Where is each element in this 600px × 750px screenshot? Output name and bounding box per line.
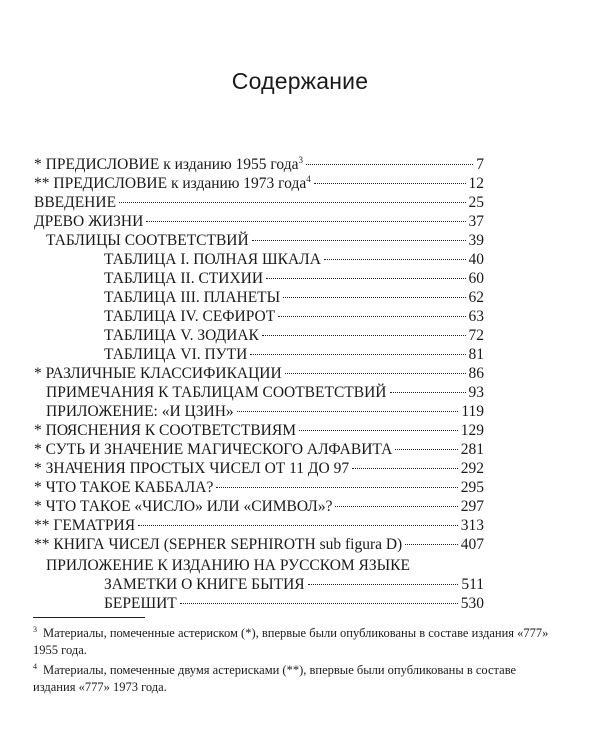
toc-entry-label: ВВЕДЕНИЕ bbox=[34, 194, 117, 211]
dot-leader bbox=[146, 221, 465, 222]
dot-leader bbox=[262, 335, 466, 336]
toc-entry bbox=[34, 174, 484, 194]
footnote-ref: 4 bbox=[306, 173, 311, 184]
toc-entry-label: ТАБЛИЦА I. ПОЛНАЯ ШКАЛА bbox=[104, 251, 321, 268]
dot-leader bbox=[395, 449, 457, 450]
toc-entry bbox=[34, 421, 484, 441]
dot-leader bbox=[324, 259, 466, 260]
toc-subentry bbox=[104, 307, 484, 327]
dot-leader bbox=[283, 297, 465, 298]
footnote-mark: 4 bbox=[33, 661, 37, 671]
toc-entry-label: ТАБЛИЦА IV. СЕФИРОТ bbox=[104, 308, 276, 325]
toc-entry-label: ТАБЛИЦА V. ЗОДИАК bbox=[104, 327, 259, 344]
toc-entry-page: 297 bbox=[460, 498, 484, 515]
toc-entry-label: ЗАМЕТКИ О КНИГЕ БЫТИЯ bbox=[104, 576, 305, 593]
toc-entry bbox=[34, 155, 484, 175]
toc-entry-page: 129 bbox=[460, 422, 484, 439]
toc-entry-page: 281 bbox=[460, 441, 484, 458]
dot-leader bbox=[308, 584, 459, 585]
toc-entry-page: 37 bbox=[468, 213, 484, 230]
toc-entry-label: * РАЗЛИЧНЫЕ КЛАССИФИКАЦИИ bbox=[34, 365, 282, 382]
toc-entry-page: 7 bbox=[476, 156, 484, 173]
dot-leader bbox=[352, 468, 458, 469]
toc-entry-page: 86 bbox=[468, 365, 484, 382]
toc-entry-label: ТАБЛИЦА II. СТИХИИ bbox=[104, 270, 264, 287]
toc-subentry bbox=[104, 250, 484, 270]
toc-entry-page: 39 bbox=[468, 232, 484, 249]
toc-entry-page: 63 bbox=[468, 308, 484, 325]
dot-leader bbox=[299, 430, 458, 431]
dot-leader bbox=[314, 183, 466, 184]
toc-entry-label: ПРИЛОЖЕНИЕ: «И ЦЗИН» bbox=[46, 403, 234, 420]
toc-entry-label: ** ПРЕДИСЛОВИЕ к изданию 1973 года$^4$ bbox=[34, 173, 311, 192]
toc-subentry bbox=[104, 269, 484, 289]
footnote-text: Материалы, помеченные астериском (*), впервые были опубликованы в составе издания «777» 1955 года. bbox=[33, 626, 549, 657]
footnote-text: Материалы, помеченные двумя астерисками (**), впервые были опубликованы в составе издания «777» 1973 года. bbox=[33, 663, 517, 694]
toc-entry-label: ТАБЛИЦА VI. ПУТИ bbox=[104, 346, 248, 363]
toc-entry-page: 119 bbox=[461, 403, 484, 420]
page-title: Содержание bbox=[231, 68, 369, 94]
dot-leader bbox=[138, 525, 458, 526]
footnote-ref: 3 bbox=[298, 154, 303, 165]
dot-leader bbox=[390, 392, 466, 393]
toc-entry bbox=[34, 478, 484, 498]
toc-entry-label: ДРЕВО ЖИЗНИ bbox=[34, 213, 144, 230]
dot-leader bbox=[306, 164, 473, 165]
toc-entry-label: ** ГЕМАТРИЯ bbox=[34, 517, 136, 534]
toc-entry-page: 295 bbox=[460, 479, 484, 496]
footnote bbox=[33, 625, 553, 659]
toc-entry-label: ТАБЛИЦА III. ПЛАНЕТЫ bbox=[104, 289, 281, 306]
footnote-mark: 3 bbox=[33, 624, 37, 634]
toc-entry-page: 62 bbox=[468, 289, 484, 306]
toc-entry bbox=[34, 193, 484, 213]
toc-entry-label: ПРИМЕЧАНИЯ К ТАБЛИЦАМ СООТВЕТСТВИЙ bbox=[46, 384, 387, 401]
toc-entry-page: 292 bbox=[460, 460, 484, 477]
toc-entry bbox=[46, 383, 484, 403]
toc-entry-page: 72 bbox=[468, 327, 484, 344]
toc-entry bbox=[46, 231, 484, 251]
toc-entry bbox=[34, 440, 484, 460]
toc-entry-label: ТАБЛИЦЫ СООТВЕТСТВИЙ bbox=[46, 232, 249, 249]
footnote-rule bbox=[33, 617, 145, 618]
toc-entry-label: * СУТЬ И ЗНАЧЕНИЕ МАГИЧЕСКОГО АЛФАВИТА bbox=[34, 441, 393, 458]
toc-subentry bbox=[104, 288, 484, 308]
toc-entry-page: 60 bbox=[468, 270, 484, 287]
toc-entry-label: * ПРЕДИСЛОВИЕ к изданию 1955 года$^3$ bbox=[34, 154, 303, 173]
dot-leader bbox=[237, 411, 459, 412]
footnote bbox=[33, 662, 553, 696]
toc-entry bbox=[34, 516, 484, 536]
toc-entry-label: БЕРЕШИТ bbox=[104, 595, 177, 612]
toc-entry-page: 81 bbox=[468, 346, 484, 363]
toc-subentry bbox=[104, 326, 484, 346]
toc-entry bbox=[34, 535, 484, 555]
toc-entry-label: ** КНИГА ЧИСЕЛ (SEPHER SEPHIROTH sub figura D) bbox=[34, 536, 403, 553]
toc-entry-label: * ЗНАЧЕНИЯ ПРОСТЫХ ЧИСЕЛ ОТ 11 ДО 97 bbox=[34, 460, 350, 477]
toc-entry bbox=[34, 212, 484, 232]
dot-leader bbox=[250, 354, 465, 355]
toc-entry-page: 93 bbox=[468, 384, 484, 401]
toc-entry bbox=[34, 497, 484, 517]
dot-leader bbox=[119, 202, 465, 203]
toc-entry bbox=[34, 364, 484, 384]
dot-leader bbox=[216, 487, 457, 488]
toc-entry bbox=[46, 402, 484, 422]
dot-leader bbox=[285, 373, 466, 374]
toc-entry-label: * ЧТО ТАКОЕ КАББАЛА? bbox=[34, 479, 214, 496]
toc-subentry bbox=[104, 345, 484, 365]
dot-leader bbox=[335, 506, 457, 507]
dot-leader bbox=[266, 278, 465, 279]
toc-entry-page: 12 bbox=[468, 175, 484, 192]
toc-entry-page: 40 bbox=[468, 251, 484, 268]
toc-entry-label: * ПОЯСНЕНИЯ К СООТВЕТСТВИЯМ bbox=[34, 422, 296, 439]
toc-entry-label: * ЧТО ТАКОЕ «ЧИСЛО» ИЛИ «СИМВОЛ»? bbox=[34, 498, 333, 515]
dot-leader bbox=[278, 316, 465, 317]
toc-entry-page: 313 bbox=[460, 517, 484, 534]
dot-leader bbox=[405, 544, 458, 545]
dot-leader bbox=[252, 240, 466, 241]
toc-entry bbox=[34, 459, 484, 479]
dot-leader bbox=[180, 603, 458, 604]
appendix-heading: ПРИЛОЖЕНИЕ К ИЗДАНИЮ НА РУССКОМ ЯЗЫКЕ bbox=[46, 557, 410, 574]
toc-subentry bbox=[104, 594, 484, 614]
toc-entry-page: 25 bbox=[468, 194, 484, 211]
toc-subentry bbox=[104, 575, 484, 595]
toc-entry-page: 530 bbox=[460, 595, 484, 612]
toc-entry-page: 407 bbox=[460, 536, 484, 553]
toc-entry-page: 511 bbox=[461, 576, 484, 593]
